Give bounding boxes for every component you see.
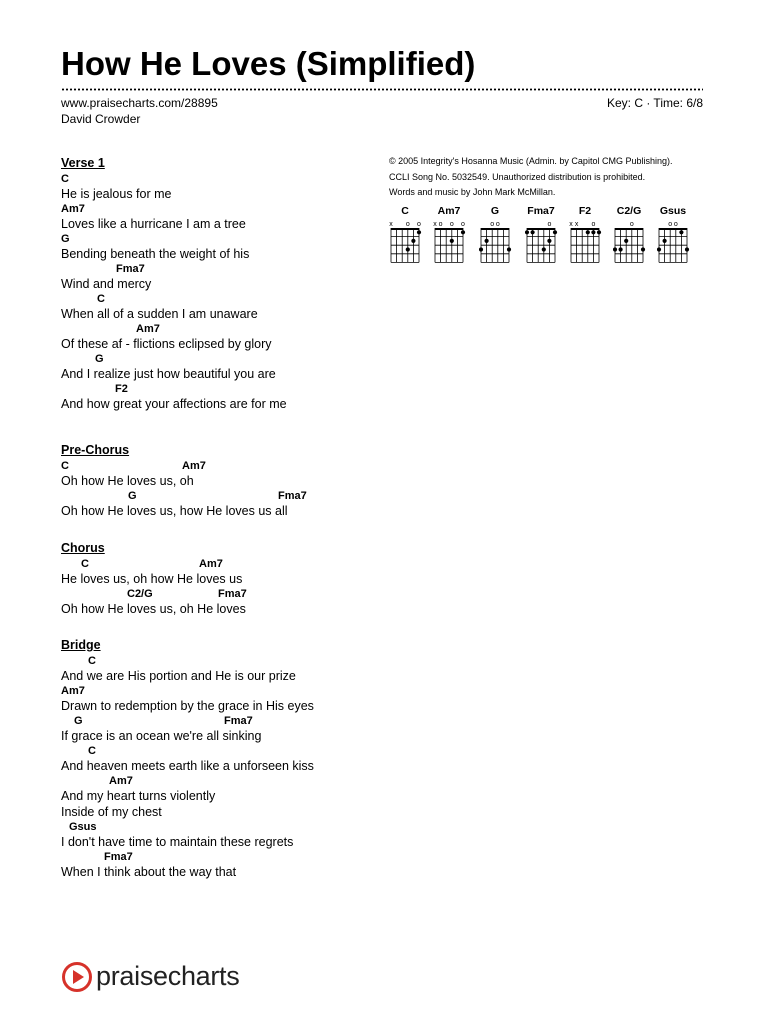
song-line: [61, 684, 381, 714]
chord-label: C2/G: [127, 588, 153, 600]
finger-dot: [679, 230, 683, 234]
chord-row: [61, 744, 381, 758]
finger-dot: [663, 239, 667, 243]
chord-row: [61, 850, 381, 864]
chord-diagram-name: C: [401, 205, 409, 217]
song-line: [61, 714, 381, 744]
fretboard-grid: [525, 217, 561, 263]
lyric-line: He is jealous for me: [61, 187, 172, 201]
lyric-line: When I think about the way that: [61, 865, 237, 879]
fretboard-grid: [433, 217, 469, 263]
finger-dot: [461, 230, 465, 234]
fretboard-grid: [657, 217, 693, 263]
song-url[interactable]: www.praisecharts.com/28895: [61, 96, 218, 110]
fretboard-grid: [479, 217, 515, 263]
chord-label: G: [128, 490, 137, 502]
finger-dot: [597, 230, 601, 234]
finger-dot: [591, 230, 595, 234]
nut: [391, 228, 419, 230]
song-line: [61, 232, 381, 262]
song-line: [61, 322, 381, 352]
song-section: [61, 636, 381, 880]
chord-label: Am7: [199, 558, 223, 570]
song-line: [61, 262, 381, 292]
nut: [481, 228, 509, 230]
nut: [659, 228, 687, 230]
open-string-marker: o: [461, 221, 465, 228]
chord-row: [61, 202, 381, 216]
muted-string-marker: x: [389, 221, 393, 228]
finger-dot: [553, 230, 557, 234]
lyric-line: Oh how He loves us, how He loves us all: [61, 504, 288, 518]
chord-diagram-name: F2: [578, 205, 592, 217]
chord-diagram: [655, 205, 691, 267]
song-section: [61, 441, 381, 519]
chord-row: [61, 774, 381, 788]
copyright-line: CCLI Song No. 5032549. Unauthorized distribution is prohibited.: [389, 171, 646, 182]
finger-dot: [531, 230, 535, 234]
chord-diagram-name: Am7: [437, 205, 461, 217]
chord-label: C: [97, 293, 105, 305]
chord-label: F2: [115, 383, 128, 395]
copyright-line: Words and music by John Mark McMillan.: [389, 187, 556, 197]
lyric-line: Bending beneath the weight of his: [61, 247, 250, 261]
chord-label: Fma7: [218, 588, 247, 600]
chord-row: [61, 557, 381, 571]
chord-label: C: [88, 655, 96, 667]
lyric-line: And heaven meets earth like a unforseen kiss: [61, 759, 314, 773]
chord-diagram-name: C2/G: [616, 205, 642, 217]
fretboard-grid: [389, 217, 425, 263]
chord-diagram: [567, 205, 603, 267]
chord-diagram: [611, 205, 647, 267]
open-string-marker: o: [668, 221, 673, 228]
finger-dot: [657, 247, 661, 251]
chord-label: G: [61, 233, 70, 245]
logo-text: praisecharts: [96, 961, 240, 991]
song-line: [61, 557, 381, 587]
chord-label: Am7: [182, 460, 206, 472]
nut: [435, 228, 463, 230]
muted-string-marker: x: [574, 221, 579, 228]
song-line: [61, 804, 381, 820]
open-string-marker: o: [417, 221, 421, 228]
dotted-divider: [61, 88, 703, 91]
chord-row: [61, 587, 381, 601]
lyric-line: Inside of my chest: [61, 805, 162, 819]
chord-row: [61, 382, 381, 396]
finger-dot: [613, 247, 617, 251]
song-line: [61, 774, 381, 804]
chord-label: Fma7: [116, 263, 145, 275]
lyric-line: If grace is an ocean we're all sinking: [61, 729, 262, 743]
finger-dot: [542, 247, 546, 251]
finger-dot: [406, 247, 410, 251]
chord-row: [61, 292, 381, 306]
chord-row: [61, 262, 381, 276]
finger-dot: [586, 230, 590, 234]
chord-label: Gsus: [69, 821, 97, 833]
lyric-line: Oh how He loves us, oh: [61, 474, 194, 488]
finger-dot: [450, 239, 454, 243]
finger-dot: [507, 247, 511, 251]
chord-row: [61, 172, 381, 186]
finger-dot: [619, 247, 623, 251]
chord-diagram: [523, 205, 559, 267]
song-line: [61, 382, 381, 412]
chord-row: [61, 322, 381, 336]
chord-diagram-name: G: [490, 205, 500, 217]
finger-dot: [525, 230, 529, 234]
lyric-line: And we are His portion and He is our prize: [61, 669, 296, 683]
finger-dot: [485, 239, 489, 243]
chord-diagram: [431, 205, 467, 267]
finger-dot: [417, 230, 421, 234]
chord-row: [61, 459, 381, 473]
lyric-line: When all of a sudden I am unaware: [61, 307, 258, 321]
song-line: [61, 744, 381, 774]
nut: [615, 228, 643, 230]
key-time: Key: C · Time: 6/8: [606, 96, 703, 110]
song-line: [61, 202, 381, 232]
copyright-block: [389, 154, 672, 201]
chord-label: Fma7: [278, 490, 307, 502]
chord-row: [61, 654, 381, 668]
fretboard-grid: [569, 217, 605, 263]
finger-dot: [547, 239, 551, 243]
chord-label: C: [81, 558, 89, 570]
song-line: [61, 820, 381, 850]
chord-label: Am7: [136, 323, 160, 335]
finger-dot: [641, 247, 645, 251]
chord-label: G: [74, 715, 83, 727]
song-line: [61, 172, 381, 202]
artist-name: David Crowder: [61, 112, 141, 126]
chord-diagram-name: Fma7: [527, 205, 555, 217]
song-line: [61, 489, 381, 519]
song-line: [61, 654, 381, 684]
song-line: [61, 459, 381, 489]
song-line: [61, 352, 381, 382]
finger-dot: [479, 247, 483, 251]
chord-row: [61, 489, 381, 503]
section-label: Bridge: [61, 638, 101, 652]
finger-dot: [624, 239, 628, 243]
lyric-line: Oh how He loves us, oh He loves: [61, 602, 246, 616]
chord-row: [61, 684, 381, 698]
open-string-marker: o: [495, 221, 500, 228]
nut: [527, 228, 555, 230]
open-string-marker: o: [405, 221, 410, 228]
chord-diagram-name: Gsus: [659, 205, 687, 217]
chord-label: Fma7: [104, 851, 133, 863]
fretboard-grid: [613, 217, 649, 263]
lyric-line: I don't have time to maintain these regrets: [61, 835, 294, 849]
song-line: [61, 587, 381, 617]
open-string-marker: o: [438, 221, 443, 228]
song-section: [61, 539, 381, 617]
chord-label: Fma7: [224, 715, 253, 727]
lyric-line: And my heart turns violently: [61, 789, 216, 803]
open-string-marker: o: [591, 221, 596, 228]
finger-dot: [685, 247, 689, 251]
lyric-line: He loves us, oh how He loves us: [61, 572, 243, 586]
chord-row: [61, 714, 381, 728]
open-string-marker: o: [673, 221, 678, 228]
lyric-line: Wind and mercy: [61, 277, 152, 291]
song-title: How He Loves (Simplified): [61, 45, 476, 82]
open-string-marker: o: [449, 221, 454, 228]
open-string-marker: o: [490, 221, 495, 228]
section-label: Verse 1: [61, 156, 105, 170]
chord-label: Am7: [61, 203, 85, 215]
lyric-line: Loves like a hurricane I am a tree: [61, 217, 246, 231]
chord-diagram: [477, 205, 513, 267]
lyric-line: Drawn to redemption by the grace in His eyes: [61, 699, 314, 713]
muted-string-marker: x: [433, 221, 437, 228]
muted-string-marker: x: [569, 221, 573, 228]
chord-label: C: [61, 173, 69, 185]
song-line: [61, 292, 381, 322]
chord-label: Am7: [61, 685, 85, 697]
chord-diagram: [387, 205, 423, 267]
chord-label: Am7: [109, 775, 133, 787]
song-line: [61, 850, 381, 880]
finger-dot: [411, 239, 415, 243]
lyric-line: And I realize just how beautiful you are: [61, 367, 276, 381]
nut: [571, 228, 599, 230]
chord-row: [61, 352, 381, 366]
play-circle-icon: [61, 961, 93, 993]
lyric-line: And how great your affections are for me: [61, 397, 287, 411]
chord-label: G: [95, 353, 104, 365]
chord-row: [61, 820, 381, 834]
copyright-line: © 2005 Integrity's Hosanna Music (Admin. by Capitol CMG Publishing).: [389, 156, 673, 166]
open-string-marker: o: [547, 221, 552, 228]
open-string-marker: o: [629, 221, 634, 228]
chord-row: [61, 232, 381, 246]
lyric-line: Of these af - flictions eclipsed by glory: [61, 337, 272, 351]
section-label: Pre-Chorus: [61, 443, 130, 457]
song-section: [61, 154, 381, 412]
chord-label: C: [88, 745, 96, 757]
section-label: Chorus: [61, 541, 105, 555]
chord-label: C: [61, 460, 69, 472]
